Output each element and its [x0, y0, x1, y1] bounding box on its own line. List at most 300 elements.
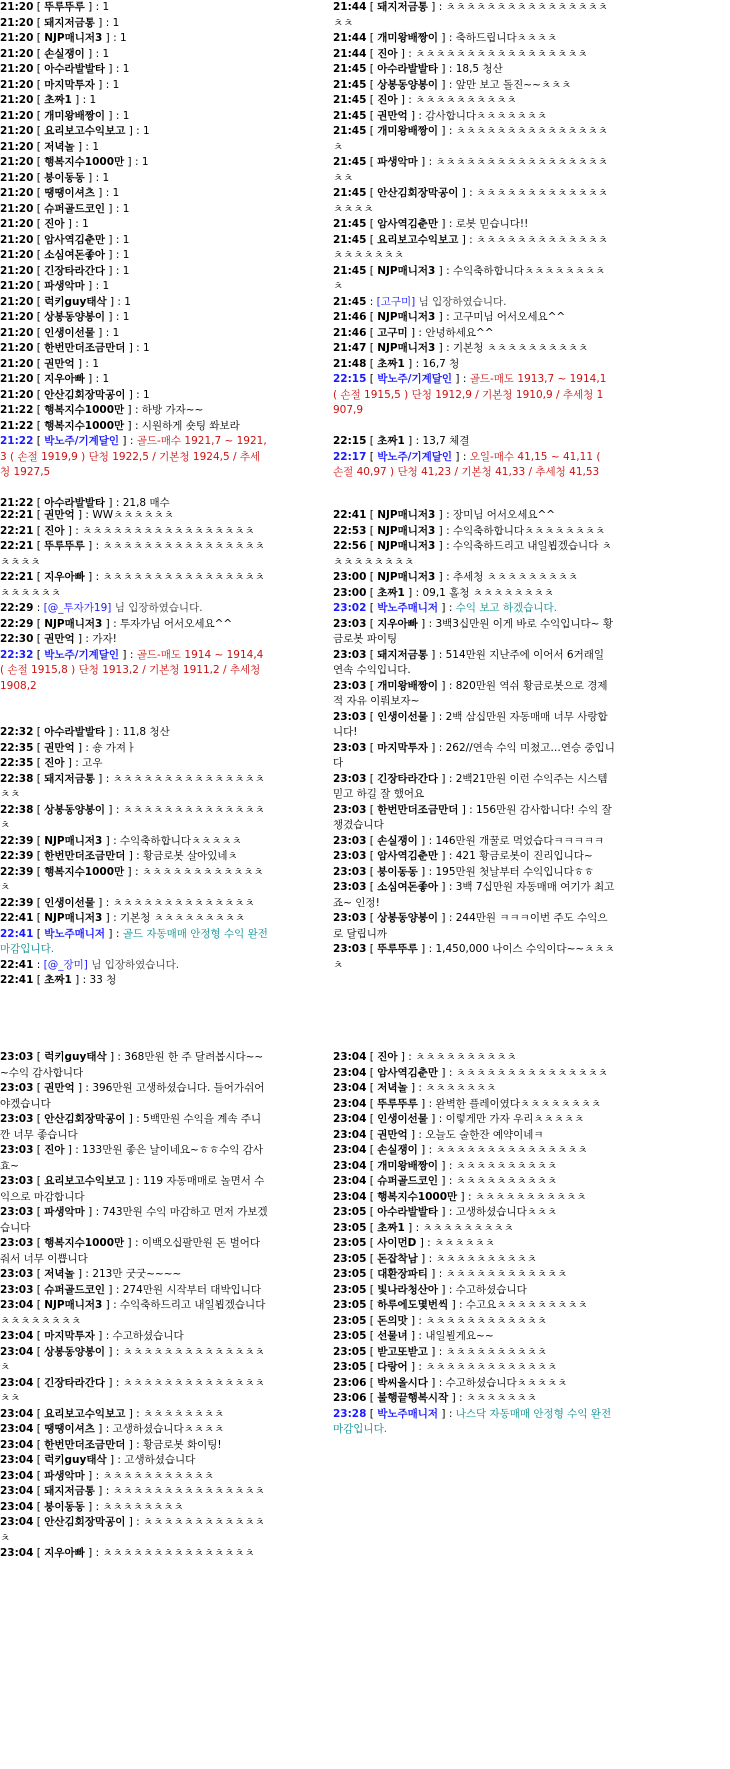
sender-name: 뚜루뚜루 [44, 1, 85, 13]
message-time: 21:20 [0, 32, 34, 44]
sender-name: NJP매니저3 [44, 617, 103, 630]
sender-name: 안산김회장막공이 [44, 1516, 126, 1528]
sender-name: 고구미 [377, 326, 408, 339]
sender-name: 돈의맛 [377, 1314, 408, 1327]
message-time: 21:45 [333, 109, 367, 122]
message-text: 156만원 감사합니다! 수익 잘 챙겼습니다 [333, 803, 616, 831]
chat-message: 21:20 [ 초짜1 ] : 1 [0, 94, 97, 106]
message-time: 21:45 [333, 187, 367, 199]
message-text: 1 [102, 373, 110, 385]
message-text: ㅊㅊㅊㅊㅊㅊㅊㅊㅊㅊㅊㅊㅊㅊㅊ [435, 1144, 588, 1156]
message-time: 23:03 [0, 1268, 34, 1280]
message-text: ㅊㅊㅊㅊㅊㅊㅊㅊㅊㅊㅊㅊㅊㅊㅊㅊㅊ [333, 187, 608, 215]
message-time: 22:39 [0, 896, 34, 909]
chat-message: 22:32 [ 아수라발발타 ] : 11,8 청산 [0, 726, 170, 738]
message-text: 1 [122, 249, 130, 261]
message-time: 21:20 [0, 109, 34, 122]
sender-name: 개미왕배짱이 [377, 32, 439, 44]
chat-message: 22:38 [ 상봉동양봉이 ] : ㅊㅊㅊㅊㅊㅊㅊㅊㅊㅊㅊㅊㅊㅊㅊ [0, 803, 265, 831]
sender-name: 행복지수1000만 [44, 1237, 125, 1249]
message-time: 23:05 [333, 1299, 367, 1311]
message-time: 22:15 [333, 373, 367, 385]
chat-message: 23:03 [ 요리보고수익보고 ] : 119 자동매매로 놀면서 수익으로 마감합니다 [0, 1175, 265, 1203]
sender-name: 저녁놀 [44, 140, 75, 153]
sender-name: 상봉동양봉이 [44, 803, 106, 816]
message-time: 23:02 [333, 602, 367, 614]
message-text: 황금로봇 살아있네ㅊ [143, 850, 238, 862]
sender-name: NJP매니저3 [377, 509, 436, 521]
chat-message: 21:20 [ 손실쟁이 ] : 1 [0, 47, 110, 60]
message-text: ㅊㅊㅊㅊㅊㅊㅊㅊㅊㅊ [455, 1159, 558, 1172]
message-text: ㅊㅊㅊㅊㅊㅊㅊㅊㅊ [422, 1221, 514, 1234]
message-time: 21:20 [0, 78, 34, 91]
message-text: 고생하셨습니다ㅊㅊㅊ [455, 1206, 558, 1218]
message-text: 1 [122, 311, 130, 323]
system-message: 22:41 : [@_장미] 님 입장하였습니다. [0, 958, 180, 971]
sender-name: 대환장파티 [377, 1268, 428, 1280]
chat-message: 23:05 [ 다랑어 ] : ㅊㅊㅊㅊㅊㅊㅊㅊㅊㅊㅊㅊㅊ [333, 1361, 558, 1373]
chat-message: 23:03 [ 개미왕배짱이 ] : 820만원 역쉬 황금로봇으로 경제적 자유 이뤄보자~ [333, 679, 608, 707]
message-time: 22:17 [333, 450, 367, 463]
sender-name: 슈퍼골드코인 [44, 1283, 106, 1296]
sender-name: 박노주매니저 [44, 927, 106, 940]
chat-message: 23:04 [ 슈퍼골드코인 ] : ㅊㅊㅊㅊㅊㅊㅊㅊㅊㅊ [333, 1175, 558, 1187]
message-time: 21:45 [333, 94, 367, 106]
sender-name: 박노주매니저 [377, 1407, 439, 1420]
blank-line [0, 481, 270, 497]
message-text: 축하드립니다ㅊㅊㅊㅊ [455, 32, 558, 44]
chat-message: 23:03 [ 파생악마 ] : 743만원 수익 마감하고 먼저 가보겠습니다 [0, 1206, 268, 1234]
sender-name: 소심여돈좋아 [44, 249, 106, 261]
sender-name: 선물녀 [377, 1330, 408, 1342]
message-time: 21:20 [0, 326, 34, 339]
chat-message: 22:35 [ 진아 ] : 고우 [0, 757, 103, 769]
message-time: 23:00 [333, 586, 367, 599]
sender-name: 저녁놀 [377, 1082, 408, 1094]
message-text: 2백 삼십만원 자동매매 너무 사랑합니다! [333, 710, 608, 738]
message-text: ㅊㅊㅊㅊㅊㅊㅊㅊㅊㅊㅊㅊㅊ [0, 1516, 265, 1544]
sender-name: 아수라발발타 [377, 63, 439, 75]
message-text: 1 [122, 264, 130, 277]
sender-name: 돼지저금통 [44, 772, 95, 785]
chat-panel-3 [0, 508, 272, 998]
message-text: 514만원 지난주에 이어서 6거래일 연속 수익입니다. [333, 648, 608, 676]
sender-name: 초짜1 [377, 1221, 405, 1234]
sender-name: 행복지수1000만 [44, 156, 125, 168]
message-time: 21:20 [0, 94, 34, 106]
system-message: 22:29 : [@_투자가19] 님 입장하였습니다. [0, 602, 203, 614]
chat-message: 23:05 [ 사이먼D ] : ㅊㅊㅊㅊㅊㅊ [333, 1237, 495, 1249]
sender-name: NJP매니저3 [377, 540, 436, 552]
message-time: 21:45 [333, 295, 367, 308]
message-text: 1 [112, 78, 120, 91]
chat-message: 22:53 [ NJP매니저3 ] : 수익축하합니다ㅊㅊㅊㅊㅊㅊㅊㅊ [333, 524, 606, 537]
sender-name: 다랑어 [377, 1361, 408, 1373]
chat-message: 21:44 [ 개미왕배짱이 ] : 축하드립니다ㅊㅊㅊㅊ [333, 32, 558, 44]
sender-name: 붕이동동 [44, 1500, 85, 1513]
message-text: 1 [143, 342, 150, 354]
chat-message: 21:20 [ 럭키guy태삭 ] : 1 [0, 295, 131, 308]
message-text: 1 [102, 47, 110, 60]
chat-message: 23:03 [ 저녁놀 ] : 213만 굿굿~~~~ [0, 1268, 182, 1280]
chat-message: 22:41 [ NJP매니저3 ] : 기본청 ㅊㅊㅊㅊㅊㅊㅊㅊㅊ [0, 912, 246, 924]
sender-name: 인생이선물 [377, 710, 428, 723]
sender-name: 뚜루뚜루 [377, 943, 418, 955]
sender-name: NJP매니저3 [44, 32, 103, 44]
message-time: 22:35 [0, 741, 34, 754]
message-text: 1 [92, 357, 99, 370]
chat-message: 22:56 [ NJP매니저3 ] : 수익축하드리고 내일뵙겠습니다 ㅊㅊㅊㅊㅊㅊㅊㅊㅊ [333, 540, 612, 568]
message-text: ㅊㅊㅊㅊㅊㅊㅊㅊㅊㅊㅊㅊㅊㅊㅊ [102, 1547, 255, 1559]
message-time: 23:04 [0, 1330, 34, 1342]
message-text: 1 [112, 326, 120, 339]
message-time: 21:48 [333, 357, 367, 370]
sender-name: 진아 [44, 218, 65, 230]
chat-message: 22:41 [ 초짜1 ] : 33 청 [0, 974, 117, 986]
message-text: ㅊㅊㅊㅊㅊㅊㅊㅊㅊㅊㅊㅊㅊㅊㅊㅊㅊ [82, 524, 255, 537]
message-time: 23:03 [333, 834, 367, 847]
blank-line [0, 694, 268, 710]
message-text: ㅊㅊㅊㅊㅊㅊㅊㅊ [143, 1407, 225, 1420]
sender-name: 돈잡착남 [377, 1252, 418, 1265]
sender-name: 개미왕배짱이 [377, 679, 439, 692]
sender-name: 박노주매니저 [377, 602, 439, 614]
chat-message: 23:03 [ 손실쟁이 ] : 146만원 개꿀로 먹었습다ㅋㅋㅋㅋㅋ [333, 834, 605, 847]
message-text: 368만원 한 주 달려봅시다~~~수익 감사합니다 [0, 1051, 264, 1079]
chat-message: 23:06 [ 박씨올시다 ] : 수고하셨습니다ㅊㅊㅊㅊㅊ [333, 1376, 568, 1389]
message-text: 1 [122, 233, 130, 246]
message-time: 22:39 [0, 865, 34, 878]
chat-panel-1 [0, 0, 270, 509]
sender-name: 아수라발발타 [44, 497, 106, 509]
message-text: 님 입장하였습니다. [114, 602, 203, 614]
message-text: 18,5 청산 [455, 63, 503, 75]
sender-name: 소심여돈좋아 [377, 881, 439, 893]
sender-name: 돼지저금통 [44, 1485, 95, 1497]
sender-name: 마지막투자 [377, 741, 428, 754]
message-time: 21:46 [333, 326, 367, 339]
chat-message: 21:45 [ 상봉동양봉이 ] : 앞만 보고 돌진~~ㅊㅊㅊ [333, 78, 572, 91]
sender-name: 행복지수1000만 [44, 419, 125, 432]
message-text: 숑 가져ㅏ [92, 741, 137, 754]
sender-name: 권만억 [44, 741, 75, 754]
chat-message: 22:17 [ 박노주/기계달인 ] : 오일-매수 41,15 ~ 41,11 ( 손절 40,97 ) 단청 41,23 / 기본청 41,33 / 추세청 41,53 [333, 450, 604, 478]
message-time: 23:03 [0, 1206, 34, 1218]
chat-message: 23:03 [ 소심여돈좋아 ] : 3백 7십만원 자동매매 여기가 최고죠~ 인정! [333, 881, 615, 909]
sender-name: 럭키guy태삭 [44, 1454, 107, 1466]
message-time: 21:20 [0, 1, 34, 13]
message-time: 23:04 [0, 1438, 34, 1451]
sender-name: 빛나라청산아 [377, 1283, 439, 1296]
message-time: 22:21 [0, 571, 34, 583]
message-time: 21:20 [0, 342, 34, 354]
chat-message: 21:20 [ 진아 ] : 1 [0, 218, 89, 230]
message-text: 119 자동매매로 놀면서 수익으로 마감합니다 [0, 1175, 265, 1203]
sender-name: 지우아빠 [44, 1547, 85, 1559]
message-text: ㅊㅊㅊㅊㅊㅊㅊ [425, 1082, 497, 1094]
chat-message: 23:03 [ 안산김회장막공이 ] : 5백만원 수익을 계속 주니깐 너무 좋습니다 [0, 1113, 262, 1141]
sender-name: 파생악마 [44, 1469, 85, 1482]
sender-name: 행복지수1000만 [44, 404, 125, 416]
message-text: 이백오십팔만원 돈 벌어다 줘서 너무 이쁩니다 [0, 1237, 264, 1265]
chat-message: 21:20 [ 파생악마 ] : 1 [0, 280, 110, 292]
sender-name: 인생이선물 [44, 326, 95, 339]
sender-name: 붕이동동 [377, 865, 418, 878]
chat-message: 22:29 [ NJP매니저3 ] : 투자가님 어서오세요^^ [0, 617, 233, 630]
chat-message: 23:03 [ 뚜루뚜루 ] : 1,450,000 나이스 수익이다~~ㅊㅊㅊㅊ [333, 943, 615, 971]
sender-name: 뚜루뚜루 [44, 540, 85, 552]
chat-message: 22:21 [ 뚜루뚜루 ] : ㅊㅊㅊㅊㅊㅊㅊㅊㅊㅊㅊㅊㅊㅊㅊㅊㅊㅊㅊㅊ [0, 540, 265, 568]
message-text: 133만원 좋은 날이네요~ㅎㅎ수익 감사효~ [0, 1144, 264, 1172]
chat-message: 23:04 [ 지우아빠 ] : ㅊㅊㅊㅊㅊㅊㅊㅊㅊㅊㅊㅊㅊㅊㅊ [0, 1547, 255, 1559]
sender-name: 권만억 [44, 633, 75, 645]
sender-name: 권만억 [44, 1082, 75, 1094]
message-time: 23:03 [0, 1082, 34, 1094]
chat-message: 23:03 [ 인생이선물 ] : 2백 삼십만원 자동매매 너무 사랑합니다! [333, 710, 608, 738]
chat-message: 23:03 [ 긴장타라간다 ] : 2백21만원 이런 수익주는 시스템 믿고 하길 잘 했어요 [333, 772, 611, 800]
chat-message: 23:05 [ 하루에도몇번씩 ] : 수고요ㅊㅊㅊㅊㅊㅊㅊㅊㅊ [333, 1299, 588, 1311]
message-text: 오일-매수 41,15 ~ 41,11 ( 손절 40,97 ) 단청 41,23 / 기본청 41,33 / 추세청 41,53 [333, 450, 604, 478]
sender-name: 박노주/기계달인 [377, 373, 453, 385]
chat-message: 22:35 [ 권만억 ] : 숑 가져ㅏ [0, 741, 137, 754]
chat-message: 21:45 [ 안산김회장막공이 ] : ㅊㅊㅊㅊㅊㅊㅊㅊㅊㅊㅊㅊㅊㅊㅊㅊㅊ [333, 187, 608, 215]
sender-name: 권만억 [377, 109, 408, 122]
message-time: 21:20 [0, 373, 34, 385]
sender-name: 상봉동양봉이 [377, 78, 439, 91]
sender-name: 진아 [377, 94, 398, 106]
chat-message: 23:03 [ 암사역김춘만 ] : 421 황금로봇이 진리입니다~ [333, 850, 593, 862]
chat-message: 23:06 [ 불행끝행복시작 ] : ㅊㅊㅊㅊㅊㅊㅊ [333, 1392, 537, 1404]
message-text: 1 [122, 109, 130, 122]
sender-name: 상봉동양봉이 [44, 1345, 106, 1358]
chat-message: 23:04 [ 권만억 ] : 오늘도 술한잔 예약이네ㅋ [333, 1128, 544, 1141]
chat-message: 21:22 [ 행복지수1000만 ] : 하방 가자~~ [0, 404, 204, 416]
message-text: 1 [82, 218, 89, 230]
message-text: 1 [141, 156, 149, 168]
message-time: 21:20 [0, 357, 34, 370]
chat-message: 23:04 [ 인생이선물 ] : 이렇게만 가자 우리ㅊㅊㅊㅊㅊ [333, 1113, 585, 1125]
chat-message: 23:04 [ 암사역김춘만 ] : ㅊㅊㅊㅊㅊㅊㅊㅊㅊㅊㅊㅊㅊㅊㅊ [333, 1066, 608, 1079]
chat-message: 21:45 [ 아수라발발타 ] : 18,5 청산 [333, 63, 503, 75]
entering-user: [@_장미] [43, 958, 88, 971]
message-time: 23:03 [0, 1237, 34, 1249]
chat-message: 22:41 [ NJP매니저3 ] : 장미님 어서오세요^^ [333, 509, 556, 521]
message-text: ㅊㅊㅊㅊㅊㅊㅊㅊㅊㅊㅊㅊㅊㅊㅊ [0, 803, 265, 831]
message-time: 23:05 [333, 1345, 367, 1358]
message-text: 09,1 홀청 ㅊㅊㅊㅊㅊㅊㅊㅊ [422, 586, 554, 599]
sender-name: NJP매니저3 [44, 834, 103, 847]
chat-message: 21:45 [ 요리보고수익보고 ] : ㅊㅊㅊㅊㅊㅊㅊㅊㅊㅊㅊㅊㅊㅊㅊㅊㅊㅊㅊㅊ [333, 233, 608, 261]
message-time: 21:45 [333, 156, 367, 168]
message-time: 21:22 [0, 435, 34, 447]
sender-name: 초짜1 [377, 357, 405, 370]
message-time: 23:04 [0, 1500, 34, 1513]
message-text: 고생하셨습니다ㅊㅊㅊㅊ [112, 1423, 225, 1435]
message-text: 1 [120, 32, 127, 44]
message-text: 1 [102, 280, 110, 292]
sender-name: 개미왕배짱이 [377, 1159, 439, 1172]
message-text: 고구미님 어서오세요^^ [453, 311, 566, 323]
chat-message: 21:22 [ 아수라발발타 ] : 21,8 매수 [0, 497, 170, 509]
sender-name: 안산김회장막공이 [44, 388, 126, 401]
sender-name: 권만억 [44, 357, 75, 370]
message-text: ㅊㅊㅊㅊㅊㅊㅊㅊㅊㅊㅊㅊㅊㅊㅊㅊㅊㅊㅊ [333, 156, 608, 184]
sender-name: 초짜1 [377, 586, 405, 599]
chat-message: 21:46 [ NJP매니저3 ] : 고구미님 어서오세요^^ [333, 311, 566, 323]
message-text: 기본청 ㅊㅊㅊㅊㅊㅊㅊㅊㅊ [120, 912, 246, 924]
chat-message: 22:38 [ 돼지저금통 ] : ㅊㅊㅊㅊㅊㅊㅊㅊㅊㅊㅊㅊㅊㅊㅊㅊㅊ [0, 772, 265, 800]
message-time: 21:20 [0, 218, 34, 230]
sender-name: 진아 [44, 757, 65, 769]
message-text: 213만 굿굿~~~~ [92, 1268, 182, 1280]
chat-message: 23:03 [ 붕이동동 ] : 195만원 첫날부터 수익입니다ㅎㅎ [333, 865, 595, 878]
message-time: 21:20 [0, 280, 34, 292]
message-text: ㅊㅊㅊㅊㅊㅊㅊㅊㅊㅊㅊㅊㅊㅊㅊㅊ [333, 125, 608, 153]
chat-message: 21:20 [ 안산김회장막공이 ] : 1 [0, 388, 150, 401]
chat-message: 21:20 [ 개미왕배짱이 ] : 1 [0, 109, 130, 122]
chat-message: 21:20 [ 행복지수1000만 ] : 1 [0, 156, 149, 168]
message-time: 22:41 [0, 927, 34, 940]
message-time: 23:03 [333, 881, 367, 893]
sender-name: 긴장타라간다 [377, 772, 439, 785]
chat-message: 21:20 [ 소심여돈좋아 ] : 1 [0, 249, 130, 261]
chat-message: 23:04 [ 붕이동동 ] : ㅊㅊㅊㅊㅊㅊㅊㅊ [0, 1500, 184, 1513]
message-text: 262//연속 수익 미쳤고…연승 중입니다 [333, 741, 615, 769]
message-text: 743만원 수익 마감하고 먼저 가보겠습니다 [0, 1206, 268, 1234]
message-time: 23:03 [0, 1144, 34, 1156]
message-time: 21:20 [0, 140, 34, 153]
sender-name: 붕이동동 [44, 171, 85, 184]
chat-message: 23:05 [ 돈잡착남 ] : ㅊㅊㅊㅊㅊㅊㅊㅊㅊㅊ [333, 1252, 537, 1265]
chat-panel-4 [333, 508, 615, 998]
chat-message: 21:20 [ 뚜루뚜루 ] : 1 [0, 1, 110, 13]
chat-message: 22:30 [ 권만억 ] : 가자! [0, 633, 117, 645]
entering-user: [고구미] [376, 295, 416, 308]
message-text: ㅊㅊㅊㅊㅊㅊㅊㅊㅊㅊㅊㅊㅊㅊㅊㅊㅊㅊㅊㅊ [333, 233, 608, 261]
message-time: 23:28 [333, 1407, 367, 1420]
message-time: 21:20 [0, 47, 34, 60]
message-time: 22:21 [0, 509, 34, 521]
chat-message: 23:03 [ 지우아빠 ] : 3백3십만원 이게 바로 수익입니다~ 황금로봇 파이팅 [333, 617, 613, 645]
message-time: 22:15 [333, 435, 367, 447]
message-text: ㅊㅊㅊㅊㅊㅊㅊㅊㅊㅊㅊㅊ [425, 1314, 548, 1327]
chat-message: 23:04 [ 뚜루뚜루 ] : 완벽한 플레이였다ㅊㅊㅊㅊㅊㅊㅊㅊ [333, 1097, 602, 1110]
chat-message: 23:03 [ 마지막투자 ] : 262//연속 수익 미쳤고…연승 중입니다 [333, 741, 615, 769]
message-text: 수익축하합니다ㅊㅊㅊㅊㅊㅊㅊㅊㅊ [333, 264, 606, 292]
message-time: 23:03 [0, 1051, 34, 1063]
sender-name: 박노주/기계달인 [44, 435, 120, 447]
chat-panel-6 [333, 1050, 623, 1769]
sender-name: 받고또받고 [377, 1345, 428, 1358]
message-text: 안녕하세요^^ [425, 326, 494, 339]
message-time: 22:29 [0, 602, 34, 614]
message-time: 23:04 [333, 1097, 367, 1110]
message-time: 21:20 [0, 311, 34, 323]
message-text: 396만원 고생하셨습니다. 들어가쉬어야겠습니다 [0, 1082, 265, 1110]
message-time: 23:04 [333, 1128, 367, 1141]
chat-message: 21:20 [ 아수라발발타 ] : 1 [0, 63, 130, 75]
message-text: 골드-매수 1921,7 ~ 1921,3 ( 손절 1919,9 ) 단청 1922,5 / 기본청 1924,5 / 추세청 1927,5 [0, 435, 267, 478]
chat-message: 23:00 [ NJP매니저3 ] : 추세청 ㅊㅊㅊㅊㅊㅊㅊㅊㅊ [333, 571, 579, 583]
sender-name: NJP매니저3 [44, 1299, 103, 1311]
chat-message: 21:44 [ 돼지저금통 ] : ㅊㅊㅊㅊㅊㅊㅊㅊㅊㅊㅊㅊㅊㅊㅊㅊㅊㅊ [333, 1, 608, 29]
sender-name: 진아 [377, 47, 398, 60]
chat-message: 23:02 [ 박노주매니저 ] : 수익 보고 하겠습니다. [333, 602, 558, 614]
message-text: 로봇 믿습니다!! [455, 218, 529, 230]
sender-name: 지우아빠 [44, 373, 85, 385]
message-time: 21:45 [333, 78, 367, 91]
message-time: 23:03 [333, 679, 367, 692]
message-time: 22:38 [0, 772, 34, 785]
message-text: 1 [102, 171, 110, 184]
chat-message: 23:03 [ 권만억 ] : 396만원 고생하셨습니다. 들어가쉬어야겠습니다 [0, 1082, 265, 1110]
message-text: ㅊㅊㅊㅊㅊㅊㅊㅊㅊㅊㅊㅊㅊㅊㅊㅊㅊ [415, 47, 588, 60]
message-text: 하방 가자~~ [141, 404, 204, 416]
sender-name: 땡땡이셔츠 [44, 1423, 95, 1435]
sender-name: 안산김회장막공이 [44, 1113, 126, 1125]
message-text: ㅊㅊㅊㅊㅊㅊㅊㅊㅊㅊㅊㅊㅊㅊㅊㅊㅊㅊㅊㅊ [0, 540, 265, 568]
message-time: 21:20 [0, 388, 34, 401]
chat-message: 21:20 [ 땡땡이셔츠 ] : 1 [0, 187, 120, 199]
sender-name: 럭키guy태삭 [44, 1051, 107, 1063]
message-time: 22:32 [0, 726, 34, 738]
chat-message: 21:20 [ NJP매니저3 ] : 1 [0, 32, 127, 44]
message-time: 21:22 [0, 404, 34, 416]
chat-message: 22:21 [ 진아 ] : ㅊㅊㅊㅊㅊㅊㅊㅊㅊㅊㅊㅊㅊㅊㅊㅊㅊ [0, 524, 255, 537]
chat-message: 22:21 [ 권만억 ] : WWㅊㅊㅊㅊㅊㅊ [0, 509, 174, 521]
chat-message: 23:04 [ 파생악마 ] : ㅊㅊㅊㅊㅊㅊㅊㅊㅊㅊㅊ [0, 1469, 215, 1482]
message-text: 1 [102, 1, 110, 13]
message-text: ㅊㅊㅊㅊㅊㅊ [434, 1237, 495, 1249]
sender-name: 요리보고수익보고 [44, 1175, 126, 1187]
chat-message: 21:20 [ 요리보고수익보고 ] : 1 [0, 125, 150, 137]
chat-message: 21:20 [ 슈퍼골드코인 ] : 1 [0, 202, 130, 215]
chat-message: 23:05 [ 초짜1 ] : ㅊㅊㅊㅊㅊㅊㅊㅊㅊ [333, 1221, 514, 1234]
sender-name: 한번만더조금만더 [44, 850, 126, 862]
sender-name: 하루에도몇번씩 [377, 1299, 449, 1311]
message-time: 23:04 [0, 1485, 34, 1497]
message-time: 21:20 [0, 156, 34, 168]
chat-message: 21:20 [ 긴장타라간다 ] : 1 [0, 264, 130, 277]
message-time: 23:04 [333, 1190, 367, 1203]
chat-message: 23:05 [ 돈의맛 ] : ㅊㅊㅊㅊㅊㅊㅊㅊㅊㅊㅊㅊ [333, 1314, 548, 1327]
sender-name: 파생악마 [377, 156, 418, 168]
sender-name: 손실쟁이 [44, 47, 85, 60]
sender-name: 초짜1 [44, 974, 72, 986]
message-time: 23:04 [0, 1469, 34, 1482]
message-time: 22:39 [0, 850, 34, 862]
sender-name: 지우아빠 [44, 571, 85, 583]
sender-name: 진아 [44, 524, 65, 537]
message-text: 13,7 체결 [422, 435, 470, 447]
sender-name: 인생이선물 [377, 1113, 428, 1125]
message-time: 22:41 [0, 912, 34, 924]
message-text: 수익축하드리고 내일뵙겠습니다 ㅊㅊㅊㅊㅊㅊㅊㅊㅊ [333, 540, 612, 568]
message-time: 22:56 [333, 540, 367, 552]
message-time: 23:03 [333, 865, 367, 878]
message-time: 23:03 [0, 1113, 34, 1125]
message-text: 이렇게만 가자 우리ㅊㅊㅊㅊㅊ [445, 1113, 585, 1125]
sender-name: 아수라발발타 [44, 726, 106, 738]
chat-message: 23:04 [ 땡땡이셔츠 ] : 고생하셨습니다ㅊㅊㅊㅊ [0, 1423, 225, 1435]
message-time: 23:04 [333, 1144, 367, 1156]
message-text: ㅊㅊㅊㅊㅊㅊㅊㅊㅊㅊㅊㅊ [445, 1268, 568, 1280]
sender-name: 암사역김춘만 [44, 233, 106, 246]
sender-name: 저녁놀 [44, 1268, 75, 1280]
message-time: 23:03 [0, 1175, 34, 1187]
message-text: 1 [89, 94, 97, 106]
chat-message: 21:20 [ 저녁놀 ] : 1 [0, 140, 99, 153]
